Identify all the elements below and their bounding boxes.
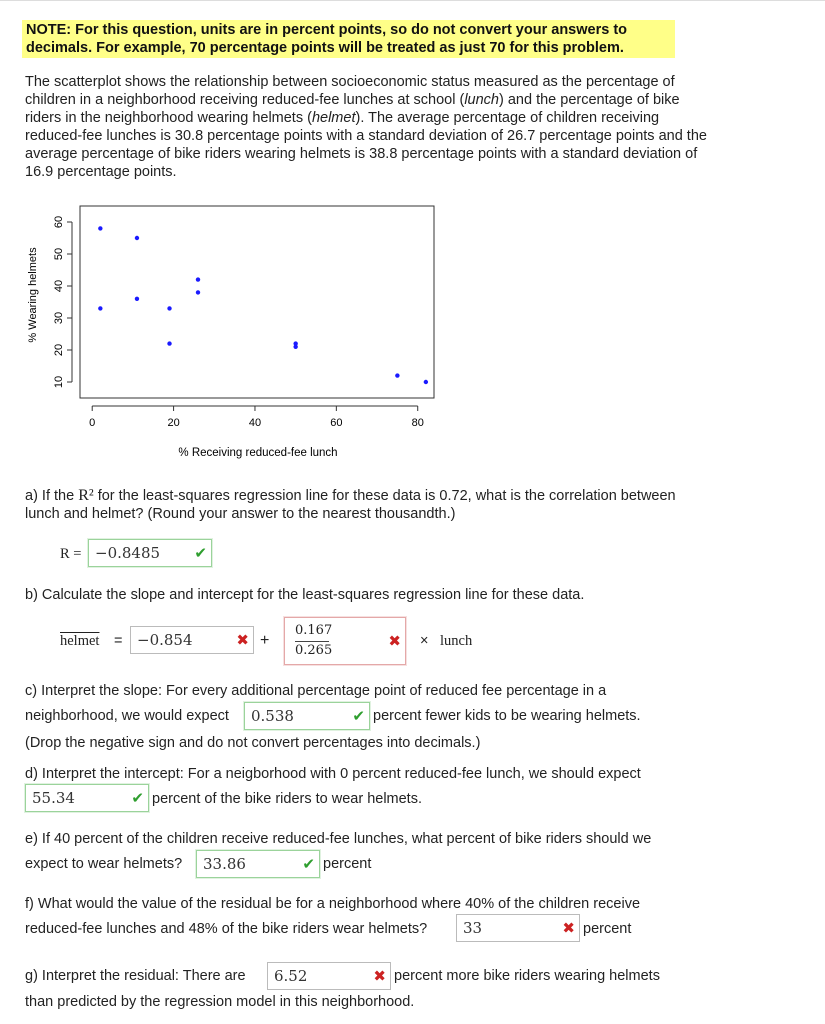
data-point [98,306,102,310]
y-tick-label: 10 [52,375,65,389]
incorrect-x-icon: ✖ [388,632,401,650]
intro-lunch-word: lunch [464,92,499,108]
question-e-line1: e) If 40 percent of the children receive reduced-fee lunches, what percent of bike riders should we [25,831,652,847]
slope-numerator: 0.167 [295,623,333,638]
prediction-value: 33.86 [203,855,246,873]
y-tick-label: 50 [52,247,65,261]
data-point [424,380,428,384]
question-d-line1: d) Interpret the intercept: For a neigborhood with 0 percent reduced-fee lunch, we should expect [25,766,641,782]
data-point [293,345,297,349]
y-tick-label: 60 [52,215,65,229]
note-banner: NOTE: For this question, units are in percent points, so do not convert your answers to decimals. For example, 70 percentage points will be treated as just 70 for this problem. [22,20,675,58]
y-tick-label: 20 [52,343,65,357]
intercept-interpret-input[interactable] [25,784,149,812]
incorrect-x-icon: ✖ [236,631,249,649]
intro-helmet-word: helmet [311,110,356,126]
question-e-line2-pre: expect to wear helmets? [25,856,183,872]
prediction-input[interactable] [196,850,320,878]
y-axis-label: % Wearing helmets [27,247,39,343]
slope-interpret-value: 0.538 [251,707,294,725]
qa-text-post: for the least-squares regression line for these data is 0.72, what is the correlation between lunch and helmet? (Round your answer to the nearest thousandth.) [25,488,676,522]
r-label: R = [60,546,82,562]
question-c-line2-post: percent fewer kids to be wearing helmets. [373,708,641,724]
question-a-text [25,487,705,523]
data-point [167,306,171,310]
times-sign: × [420,633,429,649]
incorrect-x-icon: ✖ [373,967,386,985]
residual-interpret-value: 6.52 [274,967,308,985]
intro-paragraph [25,73,715,181]
x-axis-label: % Receiving reduced-fee lunch [178,447,338,459]
lunch-label: lunch [440,633,473,649]
correct-check-icon: ✔ [352,707,365,725]
y-tick-label: 40 [52,279,65,293]
x-tick-label: 60 [330,417,343,429]
qa-text-pre: a) If the [25,488,79,504]
data-point [135,297,139,301]
x-tick-label: 0 [89,417,96,429]
intro-text-1: The scatterplot shows the relationship between socioeconomic status measured as the percentage of children in a neighborhood receiving reduced-fee lunches at school ( [25,74,675,108]
question-f-line2-pre: reduced-fee lunches and 48% of the bike riders wear helmets? [25,921,428,937]
x-tick-label: 80 [411,417,424,429]
data-point [395,373,399,377]
x-tick-label: 20 [167,417,180,429]
helmet-hat-label: helmet [60,633,100,649]
question-b-text: b) Calculate the slope and intercept for the least-squares regression line for these data. [25,587,585,603]
slope-denominator: 0.265 [295,643,333,658]
residual-value: 33 [463,919,483,937]
intercept-input[interactable] [130,626,254,654]
question-c-line1: c) Interpret the slope: For every additional percentage point of reduced fee percentage in a [25,683,607,699]
slope-interpret-input[interactable] [244,702,370,730]
question-g-line1-pre: g) Interpret the residual: There are [25,968,246,984]
correct-check-icon: ✔ [302,855,315,873]
intercept-interpret-value: 55.34 [32,789,75,807]
equals-sign: = [114,633,123,649]
data-point [196,290,200,294]
correct-check-icon: ✔ [194,544,207,562]
incorrect-x-icon: ✖ [562,919,575,937]
scatterplot [22,190,452,465]
plot-frame [80,206,434,398]
qa-r-squared: R² [78,487,94,504]
data-point [167,341,171,345]
intro-text-2: ) and the percentage of bike riders in the neighborhood wearing helmets ( [25,92,680,126]
residual-interpret-input[interactable] [267,962,391,990]
residual-input[interactable] [456,914,580,942]
question-g-line1-post: percent more bike riders wearing helmets [394,968,660,984]
question-e-post: percent [323,856,372,872]
data-point [98,226,102,230]
question-f-post: percent [583,921,632,937]
slope-input[interactable] [284,617,406,665]
correlation-input[interactable] [88,539,212,567]
intro-text-3: ). The average percentage of children receiving reduced-fee lunches is 30.8 percentage points with a standard deviation of 26.7 percentage points and the average percentage of bike riders wearing helmets is 38.8 percentage points with a standard deviation of 16.9 percentage points. [25,110,707,180]
top-divider [0,0,825,1]
question-c-line3: (Drop the negative sign and do not convert percentages into decimals.) [25,735,481,751]
data-point [196,277,200,281]
data-point [135,236,139,240]
intercept-value: −0.854 [137,631,193,649]
plus-sign: + [260,632,270,649]
question-c-line2-pre: neighborhood, we would expect [25,708,229,724]
correct-check-icon: ✔ [131,789,144,807]
question-g-line2: than predicted by the regression model in this neighborhood. [25,994,415,1010]
y-tick-label: 30 [52,311,65,325]
question-d-post: percent of the bike riders to wear helmets. [152,791,422,807]
correlation-value: −0.8485 [95,544,161,562]
question-f-line1: f) What would the value of the residual be for a neighborhood where 40% of the children receive [25,896,641,912]
x-tick-label: 40 [248,417,262,429]
fraction-bar [295,641,329,642]
